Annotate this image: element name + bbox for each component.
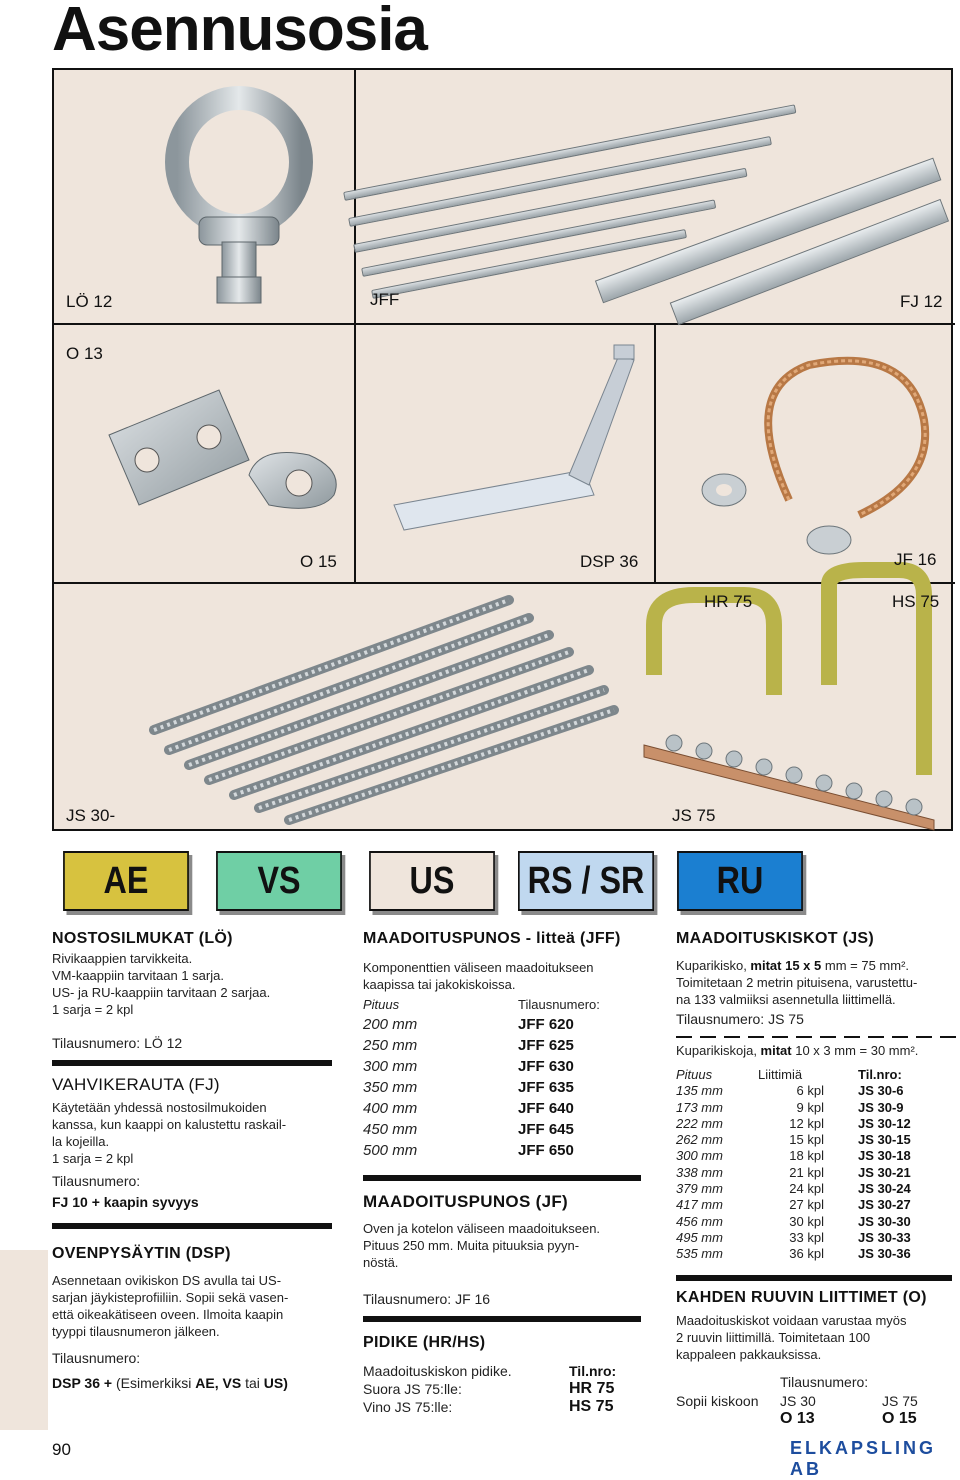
cell-count: 15 kpl xyxy=(789,1132,824,1148)
tab-vs: VS xyxy=(216,851,342,911)
js-description xyxy=(676,957,958,1008)
hr-table xyxy=(363,1362,653,1416)
cell-length: 495 mm xyxy=(676,1229,723,1245)
text-line: Maadoituskiskot voidaan varustaa myös xyxy=(676,1312,907,1328)
table-row xyxy=(676,1132,958,1148)
order-label-o: Tilausnumero: xyxy=(780,1373,869,1390)
o-code-row xyxy=(676,1410,958,1427)
cell-length: 200 mm xyxy=(363,1016,418,1033)
page-number: 90 xyxy=(52,1440,71,1459)
dsp-description xyxy=(52,1272,332,1340)
cell-code: JS 30-33 xyxy=(858,1229,911,1245)
hr-code-heading: Til.nro: xyxy=(569,1363,617,1379)
table-row xyxy=(676,1083,958,1099)
text-line xyxy=(676,957,958,974)
text-line: kappaleen pakkauksissa. xyxy=(676,1346,822,1362)
cell-length: 173 mm xyxy=(676,1099,723,1115)
cell-code: JS 30-36 xyxy=(858,1246,911,1262)
cell-label: Suora JS 75:lle: xyxy=(363,1381,462,1397)
text-line: kanssa, kun kaappi on kalustettu raskail- xyxy=(52,1117,287,1132)
grid-divider xyxy=(54,323,955,325)
table-row xyxy=(676,1181,958,1197)
text-line: 1 sarja = 2 kpl xyxy=(52,1002,134,1017)
section-title-dsp: OVENPYSÄYTIN (DSP) xyxy=(52,1245,231,1262)
cell-code: JS 30-12 xyxy=(858,1115,911,1131)
cell-count: 24 kpl xyxy=(789,1181,824,1197)
text-line: VM-kaappiin tarvitaan 1 sarja. xyxy=(52,968,224,983)
cell-length: 250 mm xyxy=(363,1037,418,1054)
section-rule xyxy=(363,1316,641,1322)
cell-code: JS 30-30 xyxy=(858,1213,911,1229)
o-description xyxy=(676,1312,958,1363)
js30-rows xyxy=(676,1083,958,1262)
order-label-fj: Tilausnumero: xyxy=(52,1173,141,1189)
header-order: Tilausnumero: xyxy=(518,997,600,1012)
section-title-hr: PIDIKE (HR/HS) xyxy=(363,1334,486,1351)
busbar-set-photo xyxy=(149,590,619,830)
table-row xyxy=(676,1148,958,1164)
jf-description xyxy=(363,1220,653,1271)
photo-label-o13: O 13 xyxy=(66,344,103,363)
cell-length: 379 mm xyxy=(676,1181,723,1197)
lo-description xyxy=(52,950,332,1018)
dashed-divider xyxy=(676,1036,958,1038)
text-line: 2 ruuvin liittimillä. Toimitetaan 100 xyxy=(676,1329,871,1345)
header-count: Liittimiä xyxy=(758,1067,803,1082)
table-row xyxy=(363,1398,653,1416)
dsp-cabinet-us: US) xyxy=(263,1375,288,1391)
plate-photo xyxy=(99,375,349,525)
text-line: na 133 valmiiksi asennetulla liittimellä. xyxy=(676,992,896,1007)
cell-length: 222 mm xyxy=(676,1115,723,1131)
section-rule xyxy=(52,1060,332,1066)
header-length: Pituus xyxy=(676,1067,713,1082)
jff-table xyxy=(363,1014,653,1161)
cell-length: 262 mm xyxy=(676,1132,723,1148)
braid-photo xyxy=(679,350,949,550)
spacer xyxy=(676,1410,780,1427)
table-row xyxy=(676,1100,958,1116)
js30-table xyxy=(676,1067,958,1263)
grid-divider xyxy=(354,325,356,582)
cell-length: 350 mm xyxy=(363,1079,418,1096)
section-rule xyxy=(363,1175,641,1181)
photo-label-js75: JS 75 xyxy=(672,806,716,825)
text-span: 10 x 3 mm = 30 mm². xyxy=(791,1043,919,1058)
table-row xyxy=(363,1119,653,1140)
section-title-js: MAADOITUSKISKOT (JS) xyxy=(676,930,874,947)
hr-heading: Maadoituskiskon pidike. xyxy=(363,1363,512,1379)
cell-code: JFF 650 xyxy=(518,1142,574,1159)
o-fit-row xyxy=(676,1393,958,1410)
cell-code: HR 75 xyxy=(569,1380,615,1397)
order-number-dsp xyxy=(52,1375,332,1392)
cell-length: 300 mm xyxy=(363,1058,418,1075)
fits-js30: JS 30 xyxy=(780,1392,816,1409)
cell-code: JS 30-27 xyxy=(858,1197,911,1213)
table-header xyxy=(676,1067,958,1083)
text-line: 1 sarja = 2 kpl xyxy=(52,1151,134,1166)
text-line: Komponenttien väliseen maadoitukseen xyxy=(363,960,594,975)
cell-code: JFF 645 xyxy=(518,1121,574,1138)
text-line: kaapissa tai jakokiskoissa. xyxy=(363,977,516,992)
table-row xyxy=(363,1098,653,1119)
text-line: Käytetään yhdessä nostosilmukoiden xyxy=(52,1100,267,1115)
grid-divider xyxy=(654,325,656,582)
cell-code: JS 30-18 xyxy=(858,1148,911,1164)
section-title-jf: MAADOITUSPUNOS (JF) xyxy=(363,1192,568,1211)
dsp-code: DSP 36 + xyxy=(52,1375,113,1391)
cell-code: JFF 620 xyxy=(518,1016,574,1033)
tab-us: US xyxy=(369,851,495,911)
dsp-note: (Esimerkiksi xyxy=(112,1375,196,1391)
cell-count: 12 kpl xyxy=(789,1115,824,1131)
page-title: Asennusosia xyxy=(52,0,427,64)
cell-label: Vino JS 75:lle: xyxy=(363,1399,453,1415)
cell-code: JS 30-9 xyxy=(858,1099,904,1115)
photo-label-jff: JFF xyxy=(370,290,400,309)
jff-table-header xyxy=(363,996,653,1013)
cell-length: 535 mm xyxy=(676,1246,723,1262)
text-line: Toimitetaan 2 metrin pituisena, varustettu- xyxy=(676,975,918,990)
eye-bolt-photo xyxy=(154,92,324,317)
table-row xyxy=(363,1362,653,1380)
order-label-dsp: Tilausnumero: xyxy=(52,1350,141,1366)
photo-label-hr75: HR 75 xyxy=(704,592,753,611)
photo-label-fj12: FJ 12 xyxy=(900,292,943,311)
cell-length: 500 mm xyxy=(363,1142,418,1159)
cell-code: JFF 640 xyxy=(518,1100,574,1117)
code-o13: O 13 xyxy=(780,1409,815,1427)
text-line: Pituus 250 mm. Muita pituuksia pyyn- xyxy=(363,1238,580,1253)
cell-length: 417 mm xyxy=(676,1197,723,1213)
cell-code: JFF 635 xyxy=(518,1079,574,1096)
text-line: Asennetaan ovikiskon DS avulla tai US- xyxy=(52,1273,282,1288)
photo-label-dsp36: DSP 36 xyxy=(580,552,639,571)
text-line: nöstä. xyxy=(363,1255,399,1270)
section-title-lo: NOSTOSILMUKAT (LÖ) xyxy=(52,930,233,947)
column-right xyxy=(676,930,958,1427)
cell-code: JFF 630 xyxy=(518,1058,574,1075)
tab-ru: RU xyxy=(677,851,803,911)
cell-code: JS 30-21 xyxy=(858,1164,911,1180)
order-number-jf: Tilausnumero: JF 16 xyxy=(363,1291,491,1307)
dsp-or: tai xyxy=(241,1375,264,1391)
photo-label-hs75: HS 75 xyxy=(892,592,940,611)
fj-description xyxy=(52,1099,332,1167)
jff-description xyxy=(363,959,653,993)
column-left xyxy=(52,930,332,1392)
tab-ae: AE xyxy=(63,851,189,911)
photo-label-jf16: JF 16 xyxy=(894,550,937,569)
cell-count: 9 kpl xyxy=(796,1099,824,1115)
cell-length: 450 mm xyxy=(363,1121,418,1138)
photo-label-o15: O 15 xyxy=(300,552,337,571)
js30-description xyxy=(676,1042,958,1059)
table-row xyxy=(363,1014,653,1035)
cell-count: 21 kpl xyxy=(789,1164,824,1180)
text-line: la kojeilla. xyxy=(52,1134,110,1149)
fits-label: Sopii kiskoon xyxy=(676,1392,759,1409)
dsp-cabinets: AE, VS xyxy=(195,1375,242,1391)
cell-count: 27 kpl xyxy=(789,1197,824,1213)
header-code: Til.nro: xyxy=(858,1067,902,1082)
table-row xyxy=(363,1077,653,1098)
table-row xyxy=(363,1056,653,1077)
section-title-fj: VAHVIKERAUTA (FJ) xyxy=(52,1075,220,1094)
table-row xyxy=(676,1230,958,1246)
column-middle xyxy=(363,930,653,1416)
section-rule xyxy=(676,1275,952,1281)
cell-length: 300 mm xyxy=(676,1148,723,1164)
text-span: Kuparikiskoja, xyxy=(676,1043,761,1058)
order-number-fj: FJ 10 + kaapin syvyys xyxy=(52,1194,199,1210)
cell-count: 6 kpl xyxy=(796,1083,824,1099)
table-row xyxy=(676,1246,958,1262)
order-number-lo: Tilausnumero: LÖ 12 xyxy=(52,1035,183,1051)
text-line: US- ja RU-kaappiin tarvitaan 2 sarjaa. xyxy=(52,985,271,1000)
header-length: Pituus xyxy=(363,997,400,1012)
cell-code: JS 30-15 xyxy=(858,1132,911,1148)
code-o15: O 15 xyxy=(882,1409,917,1427)
cell-count: 30 kpl xyxy=(789,1213,824,1229)
table-row xyxy=(363,1035,653,1056)
cell-count: 33 kpl xyxy=(789,1229,824,1245)
cell-length: 338 mm xyxy=(676,1164,723,1180)
table-row xyxy=(676,1197,958,1213)
text-line: Oven ja kotelon väliseen maadoitukseen. xyxy=(363,1221,601,1236)
photo-label-lo12: LÖ 12 xyxy=(66,292,113,311)
text-span: mitat 15 x 5 xyxy=(750,958,822,973)
cell-code: HS 75 xyxy=(569,1398,614,1415)
text-span: mitat xyxy=(760,1043,792,1058)
table-row xyxy=(676,1165,958,1181)
text-line: että oikeakätiseen oveen. Ilmoita kaapin xyxy=(52,1307,284,1322)
table-row xyxy=(676,1116,958,1132)
brand-name: ELKAPSLING AB xyxy=(790,1438,937,1479)
section-title-o: KAHDEN RUUVIN LIITTIMET (O) xyxy=(676,1288,927,1306)
order-number-js: Tilausnumero: JS 75 xyxy=(676,1011,804,1027)
door-stop-photo xyxy=(384,335,644,555)
cell-code: JFF 625 xyxy=(518,1037,574,1054)
cell-code: JS 30-6 xyxy=(858,1083,904,1099)
cell-length: 400 mm xyxy=(363,1100,418,1117)
section-rule xyxy=(52,1223,332,1229)
tab-rs-sr: RS / SR xyxy=(518,851,654,911)
section-title-jff: MAADOITUSPUNOS - litteä (JFF) xyxy=(363,930,621,947)
text-span: Kuparikisko, xyxy=(676,958,751,973)
cell-length: 135 mm xyxy=(676,1083,723,1099)
cell-count: 36 kpl xyxy=(789,1246,824,1262)
cell-count: 18 kpl xyxy=(789,1148,824,1164)
fits-js75: JS 75 xyxy=(882,1392,918,1409)
text-span: mm = 75 mm². xyxy=(821,958,910,973)
photo-label-js30: JS 30- xyxy=(66,806,116,825)
cell-length: 456 mm xyxy=(676,1213,723,1229)
cell-code: JS 30-24 xyxy=(858,1181,911,1197)
table-row xyxy=(363,1380,653,1398)
table-row xyxy=(676,1214,958,1230)
text-line: sarjan jäykisteprofiiliin. Sopii sekä vasen- xyxy=(52,1290,289,1305)
text-line: tyyppi tilausnumeron jälkeen. xyxy=(52,1324,220,1339)
product-photo-panel xyxy=(52,68,953,831)
side-margin-box xyxy=(0,1250,48,1430)
table-row xyxy=(363,1140,653,1161)
text-line: Rivikaappien tarvikkeita. xyxy=(52,951,193,966)
